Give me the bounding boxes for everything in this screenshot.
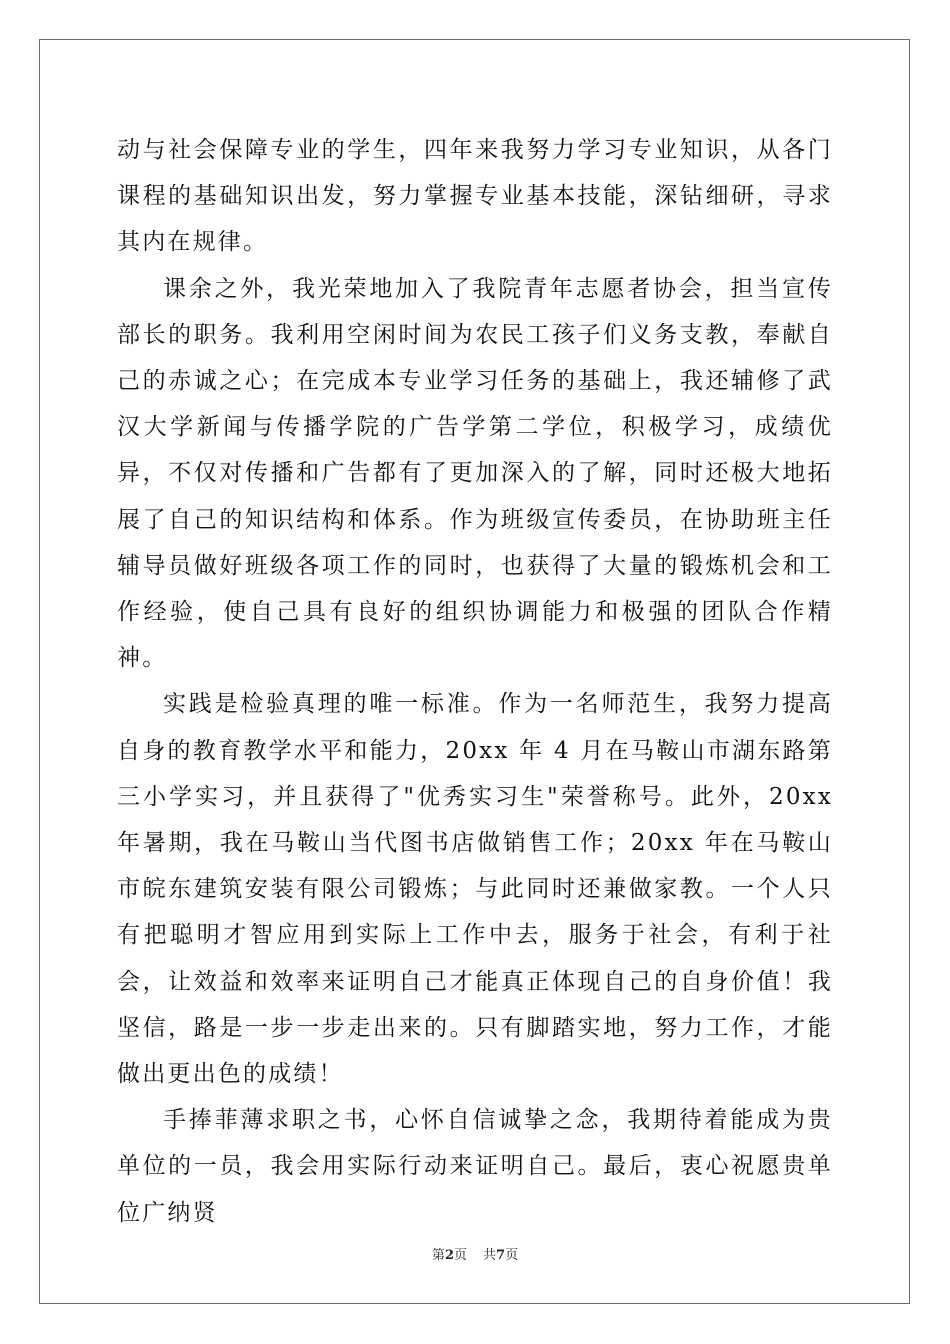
- page-suffix: 页: [453, 1248, 467, 1263]
- total-suffix: 页: [505, 1248, 519, 1263]
- current-page-number: 2: [444, 1248, 454, 1263]
- paragraph-2: 课余之外，我光荣地加入了我院青年志愿者协会，担当宣传部长的职务。我利用空闲时间为农民工孩子们义务支教，奉献自己的赤诚之心；在完成本专业学习任务的基础上，我还辅修了武汉大学新闻与传播学院的广告学第二学位，积极学习，成绩优异，不仅对传播和广告都有了更加深入的了解，同时还极大地拓展了自己的知识结构和体系。作为班级宣传委员，在协助班主任辅导员做好班级各项工作的同时，也获得了大量的锻炼机会和工作经验，使自己具有良好的组织协调能力和极强的团队合作精神。: [117, 275, 833, 672]
- page-prefix: 第: [431, 1248, 445, 1263]
- total-page-count: 7: [496, 1248, 506, 1263]
- page-footer: [0, 1247, 950, 1265]
- paragraph-4: 手捧菲薄求职之书，心怀自信诚挚之念，我期待着能成为贵单位的一员，我会用实际行动来证明自己。最后，衷心祝愿贵单位广纳贤: [117, 1107, 833, 1226]
- paragraph-3: 实践是检验真理的唯一标准。作为一名师范生，我努力提高自身的教育教学水平和能力，20xx 年 4 月在马鞍山市湖东路第三小学实习，并且获得了"优秀实习生"荣誉称号。此外，20xx 年暑期，我在马鞍山当代图书店做销售工作；20xx 年在马鞍山市皖东建筑安装有限公司锻炼；与此同时还兼做家教。一个人只有把聪明才智应用到实际上工作中去，服务于社会，有利于社会，让效益和效率来证明自己才能真正体现自己的自身价值！我坚信，路是一步一步走出来的。只有脚踏实地，努力工作，才能做出更出色的成绩！: [117, 691, 833, 1088]
- total-prefix: 共: [483, 1248, 497, 1263]
- paragraph-1: 动与社会保障专业的学生，四年来我努力学习专业知识，从各门课程的基础知识出发，努力掌握专业基本技能，深钻细研，寻求其内在规律。: [117, 137, 833, 256]
- document-body: [117, 127, 833, 1236]
